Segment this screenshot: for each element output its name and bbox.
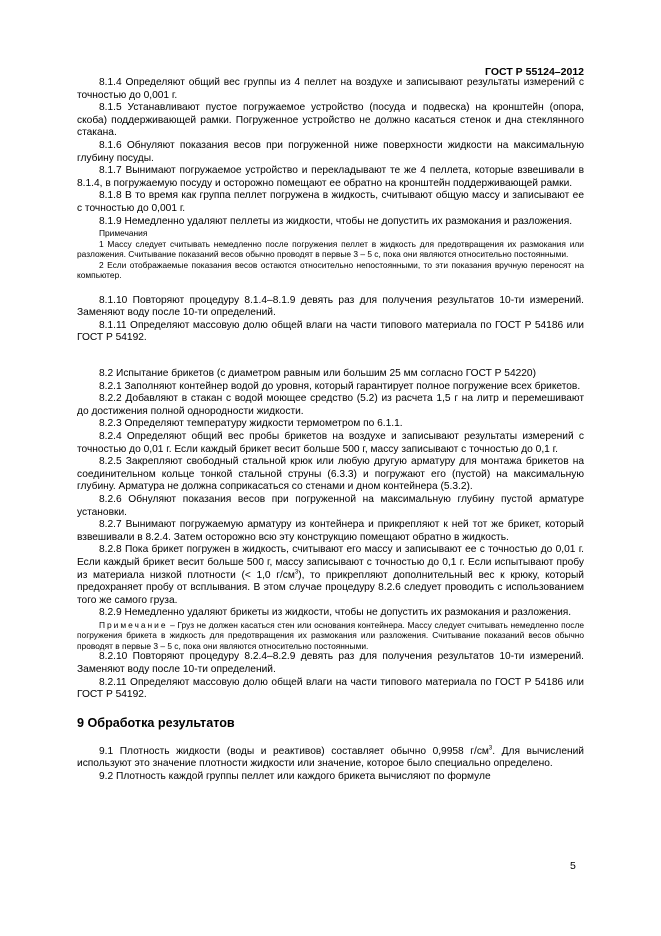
para-9-2: 9.2 Плотность каждой группы пеллет или каждого брикета вычисляют по формуле [99,770,491,782]
para-8-2-8: 8.2.8 Пока брикет погружен в жидкость, считывают его массу и записывают ее с точностью до 0,01 г. Если каждый брикет весит больше 500 г, массу записывают с точностью до 0,1 г. Если испытывают пробу из материала низкой плотности (< 1,0 $г/см^3$), то прикрепляют дополнительный вес к крюку, который предохраняет пробу от всплывания. В этом случае процедуру 8.2.6 следует проводить с использованием того же самого груза. [77,544,584,606]
page-number: 5 [570,860,576,872]
para-8-2-6: 8.2.6 Обнуляют показания весов при погруженной на максимальную глубину пустой арматуре установки. [77,493,584,518]
notes-title: Примечания [99,228,148,239]
para-8-1-5: 8.1.5 Устанавливают пустое погружаемое устройство (посуда и подвеска) на кронштейн (опора, скоба) поддерживающей рамки. Погруженное устройство не должно касаться стенок и дна стеклянного стакана. [77,102,584,139]
para-8-2-4: 8.2.4 Определяют общий вес пробы брикетов на воздухе и записывают результаты измерений с точностью до 0,01 г. Если каждый брикет весит больше 500 г, массу записывают с точностью до 0,1 г. [77,430,584,455]
para-8-2-11: 8.2.11 Определяют массовую долю общей влаги на части типового материала по ГОСТ Р 54186 или ГОСТ Р 54192. [77,676,584,701]
para-8-2-10: 8.2.10 Повторяют процедуру 8.2.4–8.2.9 девять раз для получения результатов 10-ти измерений. Заменяют воду после 10-ти определений. [77,651,584,675]
para-9-1: 9.1 Плотность жидкости (воды и реактивов) составляет обычно 0,9958 $г/см^3$. Для вычислений используют это значение плотности жидкости или значение, которое было специально определено. [77,745,584,770]
para-8-2-1: 8.2.1 Заполняют контейнер водой до уровня, который гарантирует полное погружение всех брикетов. [99,380,581,392]
para-8-1-8: 8.1.8 В то время как группа пеллет погружена в жидкость, считывают общую массу и записывают ее с точностью до 0,001 г. [77,190,584,214]
note-1: 1 Массу следует считывать немедленно после погружения пеллет в жидкость для предотвращения их размокания или разложения. Считывание показаний весов обычно проводят в первые 3 – 5 с, пока они являются относительно постоянными. [77,238,584,260]
para-8-2-3: 8.2.3 Определяют температуру жидкости термометром по 6.1.1. [99,418,403,430]
para-8-2-7: 8.2.7 Вынимают погружаемую арматуру из контейнера и прикрепляют к ней тот же брикет, который взвешивали в 8.2.4. Затем осторожно всю эту конструкцию помещают обратно в жидкость. [77,519,584,543]
para-8-1-11: 8.1.11 Определяют массовую долю общей влаги на части типового материала по ГОСТ Р 54186 или ГОСТ Р 54192. [77,319,584,344]
para-8-1-6: 8.1.6 Обнуляют показания весов при погруженной ниже поверхности жидкости на максимальную глубину посуды. [77,139,584,164]
document-standard-header: ГОСТ Р 55124–2012 [485,66,584,78]
section-9-title: 9 Обработка результатов [77,715,235,730]
para-8-2-5: 8.2.5 Закрепляют свободный стальной крюк или любую другую арматуру для монтажа брикетов на соединительном кольце тонкой стальной струны (6.3.3) и погружают его (пустой) на максимальную глубину. Арматура не должна соприкасаться со стенами и дном контейнера (5.3.2). [77,456,584,493]
para-8-1-10: 8.1.10 Повторяют процедуру 8.1.4–8.1.9 девять раз для получения результатов 10-ти измерений. Заменяют воду после 10-ти определений. [77,294,584,319]
page-body [77,77,584,784]
para-8-1-4: 8.1.4 Определяют общий вес группы из 4 пеллет на воздухе и записывают результаты измерений с точностью до 0,001 г. [77,77,584,101]
note-8-2: Примечание – Груз не должен касаться стен или основания контейнера. Массу следует считывать немедленно после погружения брикета в жидкость для предотвращения их размокания или разложения. Считывание показаний весов обычно проводят в первые 3 – 5 с, пока они являются относительно постоянными. [77,619,584,651]
para-8-1-7: 8.1.7 Вынимают погружаемое устройство и перекладывают те же 4 пеллета, которые взвешивали в 8.1.4, в погружаемую посуду и осторожно помещают ее обратно на кронштейн поддерживающей рамки. [77,165,584,189]
para-8-1-9: 8.1.9 Немедленно удаляют пеллеты из жидкости, чтобы не допустить их размокания и разложения. [99,215,573,227]
para-8-2: 8.2 Испытание брикетов (с диаметром равным или большим 25 мм согласно ГОСТ Р 54220) [99,368,536,379]
para-8-2-2: 8.2.2 Добавляют в стакан с водой моющее средство (5.2) из расчета 1,5 г на литр и перемешивают до достижения полной однородности жидкости. [77,393,584,417]
para-8-2-9: 8.2.9 Немедленно удаляют брикеты из жидкости, чтобы не допустить их размокания и разложения. [99,607,572,619]
note-2: 2 Если отображаемые показания весов остаются относительно непостоянными, то эти показания вручную переносят на компьютер. [77,259,584,281]
